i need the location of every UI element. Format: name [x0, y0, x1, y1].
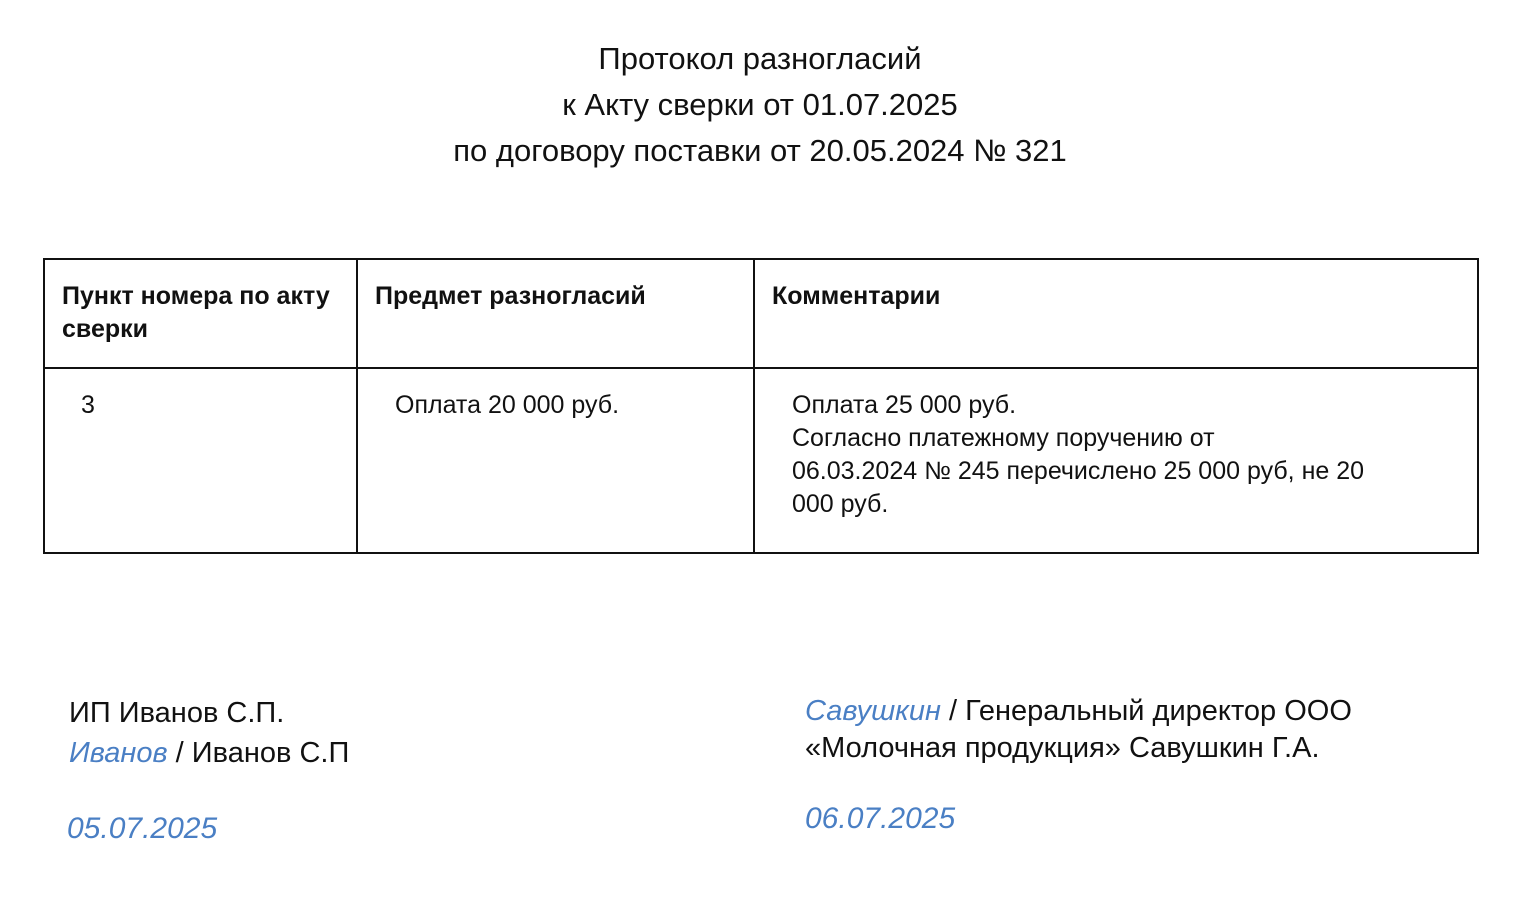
cell-comments	[754, 368, 1478, 553]
left-party-name: ИП Иванов С.П.	[69, 697, 285, 729]
comment-line: Согласно платежному поручению от	[792, 424, 1215, 452]
header-item-number: Пункт номера по акту сверки	[44, 259, 357, 368]
table-row	[44, 368, 1478, 553]
title-line-1: Протокол разногласий	[598, 41, 922, 76]
left-signature-line	[69, 733, 349, 773]
left-separator: /	[167, 737, 192, 769]
disagreements-table	[43, 258, 1479, 554]
left-signature-block	[69, 693, 349, 773]
right-signature-block	[805, 693, 1352, 767]
document-title	[0, 36, 1520, 174]
title-line-2: к Акту сверки от 01.07.2025	[562, 87, 958, 122]
comment-line: 06.03.2024 № 245 перечислено 25 000 руб, не 20	[792, 457, 1365, 485]
right-signature-date: 06.07.2025	[805, 802, 956, 835]
right-company-name: «Молочная продукция» Савушкин Г.А.	[805, 732, 1320, 764]
header-subject: Предмет разногласий	[357, 259, 754, 368]
right-signature-line	[805, 693, 1352, 730]
left-signature-date: 05.07.2025	[67, 812, 218, 845]
title-line-3: по договору поставки от 20.05.2024 № 321	[453, 133, 1067, 168]
cell-item-number: 3	[44, 368, 357, 553]
comment-line: 000 руб.	[792, 490, 889, 518]
right-separator: /	[940, 695, 966, 727]
comment-line: Оплата 25 000 руб.	[792, 391, 1017, 419]
right-handwritten-signature: Савушкин	[805, 695, 941, 727]
left-printed-name: Иванов С.П	[191, 737, 350, 769]
header-comments: Комментарии	[754, 259, 1478, 368]
table-header-row	[44, 259, 1478, 368]
left-handwritten-signature: Иванов	[69, 737, 168, 769]
cell-subject: Оплата 20 000 руб.	[357, 368, 754, 553]
right-position: Генеральный директор ООО	[965, 695, 1352, 727]
